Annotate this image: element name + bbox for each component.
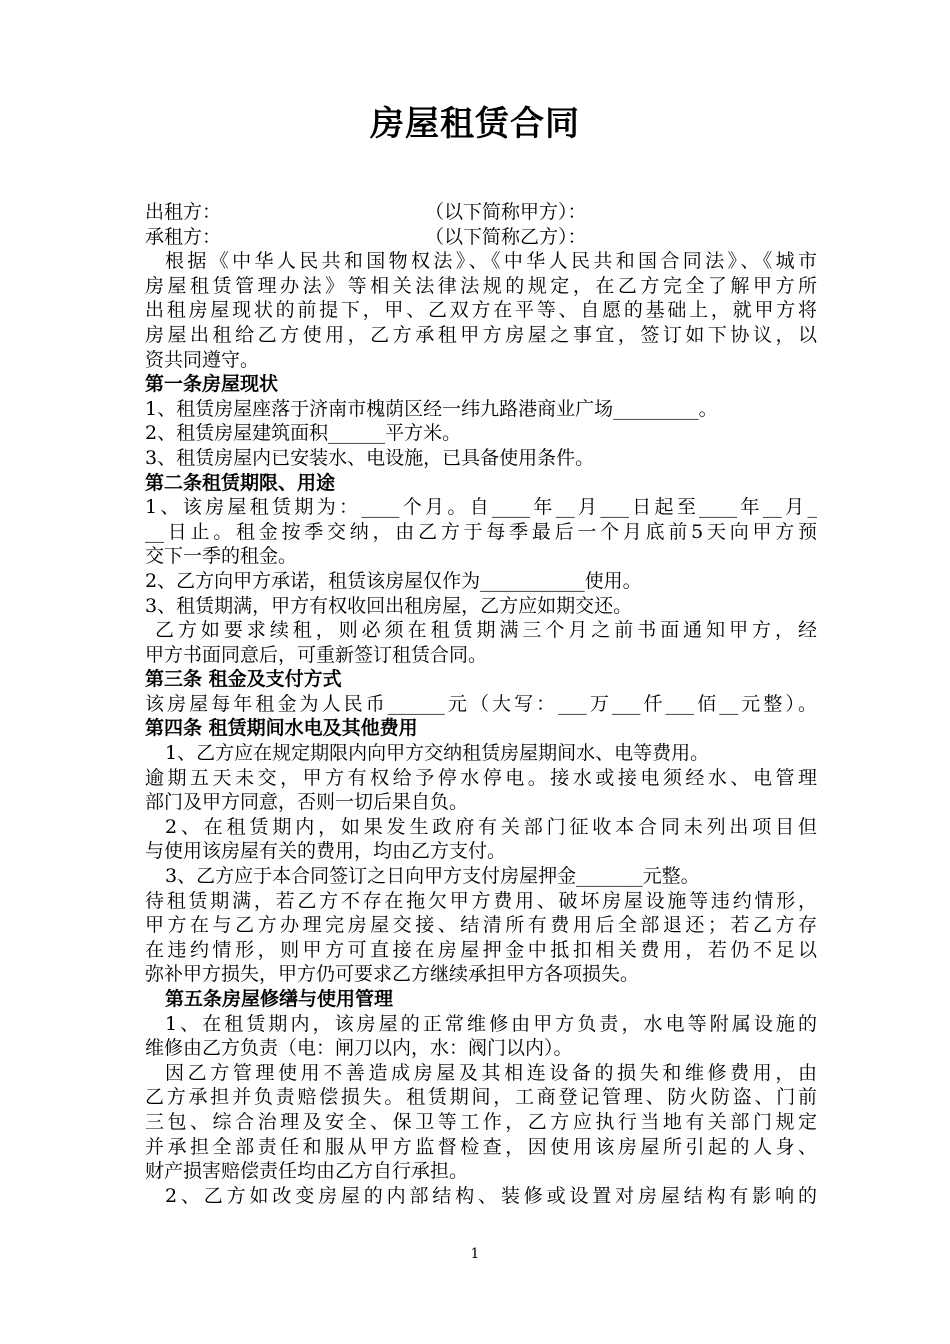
contract-text-line: 1、乙方应在规定期限内向甲方交纳租赁房屋期间水、电等费用。 — [165, 742, 710, 765]
contract-text-line: 根据《中华人民共和国物权法》、《中华人民共和国合同法》、《城市 — [165, 250, 817, 273]
contract-text-line: 在违约情形，则甲方可直接在房屋押金中抵扣相关费用，若仍不足以 — [145, 938, 817, 961]
contract-body — [145, 200, 817, 1208]
party-b-label: 承租方： — [145, 225, 222, 248]
party-a-note: （以下简称甲方）： — [425, 201, 587, 223]
contract-text-line: 2、乙方如改变房屋的内部结构、装修或设置对房屋结构有影响的 — [165, 1184, 817, 1207]
contract-text-line: 1、租赁房屋座落于济南市槐荫区经一纬九路港商业广场_________。 — [145, 397, 718, 420]
document-title: 房屋租赁合同 — [370, 104, 580, 144]
contract-text-line: 三包、综合治理及安全、保卫等工作，乙方应执行当地有关部门规定 — [145, 1110, 817, 1133]
contract-text-line: 逾期五天未交，甲方有权给予停水停电。接水或接电须经水、电管理 — [145, 766, 817, 789]
party-a-label: 出租方： — [145, 201, 222, 223]
article-heading: 第二条租赁期限、用途 — [145, 471, 336, 494]
article-heading: 第三条 租金及支付方式 — [145, 668, 342, 691]
contract-text-line: 房屋出租给乙方使用，乙方承租甲方房屋之事宜，签订如下协议，以 — [145, 323, 817, 346]
article-heading: 第一条房屋现状 — [145, 373, 279, 396]
article-heading: 第五条房屋修缮与使用管理 — [165, 988, 394, 1010]
contract-text-line: 甲方书面同意后，可重新签订租赁合同。 — [145, 643, 488, 666]
contract-text-line: 部门及甲方同意，否则一切后果自负。 — [145, 791, 469, 814]
contract-text-line: 1、在租赁期内，该房屋的正常维修由甲方负责，水电等附属设施的 — [165, 1012, 817, 1035]
contract-text-line: 2、在租赁期内，如果发生政府有关部门征收本合同未列出项目但 — [165, 815, 817, 838]
contract-text-line: 并承担全部责任和服从甲方监督检查，因使用该房屋所引起的人身、 — [145, 1135, 817, 1158]
contract-text-line: 该房屋每年租金为人民币______元（大写：___万___仟___佰__元整）。 — [145, 692, 817, 715]
page-number: 1 — [470, 1246, 480, 1262]
contract-text-line: 2、乙方向甲方承诺，租赁该房屋仅作为___________使用。 — [145, 569, 642, 592]
contract-text-line: 甲方在与乙方办理完房屋交接、结清所有费用后全部退还；若乙方存 — [145, 914, 817, 937]
contract-text-line: 3、乙方应于本合同签订之日向甲方支付房屋押金_______元整。 — [165, 865, 700, 888]
contract-text-line: 资共同遵守。 — [145, 348, 260, 371]
contract-text-line: 1、该房屋租赁期为：____个月。自____年__月___日起至____年__月_ — [145, 496, 817, 519]
contract-text-line: 财产损害赔偿责任均由乙方自行承担。 — [145, 1160, 469, 1183]
contract-text-line: 维修由乙方负责（电：闸刀以内，水：阀门以内）。 — [145, 1037, 573, 1060]
contract-text-line: 2、租赁房屋建筑面积______平方米。 — [145, 422, 462, 445]
contract-text-line: 因乙方管理使用不善造成房屋及其相连设备的损失和维修费用，由 — [165, 1061, 817, 1084]
contract-text-line: 3、租赁房屋内已安装水、电设施，已具备使用条件。 — [145, 446, 595, 469]
party-a-line — [145, 200, 817, 225]
contract-text-line: 出租房屋现状的前提下，甲、乙双方在平等、自愿的基础上，就甲方将 — [145, 299, 817, 322]
contract-text-line: 交下一季的租金。 — [145, 545, 298, 568]
contract-text-line: 房屋租赁管理办法》等相关法律法规的规定，在乙方完全了解甲方所 — [145, 274, 817, 297]
contract-text-line: __日止。租金按季交纳，由乙方于每季最后一个月底前5天向甲方预 — [145, 520, 817, 543]
contract-text-line: 乙方如要求续租，则必须在租赁期满三个月之前书面通知甲方，经 — [155, 619, 817, 642]
contract-text-line: 3、租赁期满，甲方有权收回出租房屋，乙方应如期交还。 — [145, 594, 633, 617]
party-b-line — [145, 225, 817, 250]
contract-text-line: 乙方承担并负责赔偿损失。租赁期间，工商登记管理、防火防盗、门前 — [145, 1086, 817, 1109]
party-b-note: （以下简称乙方）： — [425, 225, 587, 248]
contract-text-line: 弥补甲方损失，甲方仍可要求乙方继续承担甲方各项损失。 — [145, 963, 640, 986]
article-heading: 第四条 租赁期间水电及其他费用 — [145, 717, 418, 740]
contract-text-line: 待租赁期满，若乙方不存在拖欠甲方费用、破坏房屋设施等违约情形， — [145, 889, 817, 912]
contract-text-line: 与使用该房屋有关的费用，均由乙方支付。 — [145, 840, 507, 863]
